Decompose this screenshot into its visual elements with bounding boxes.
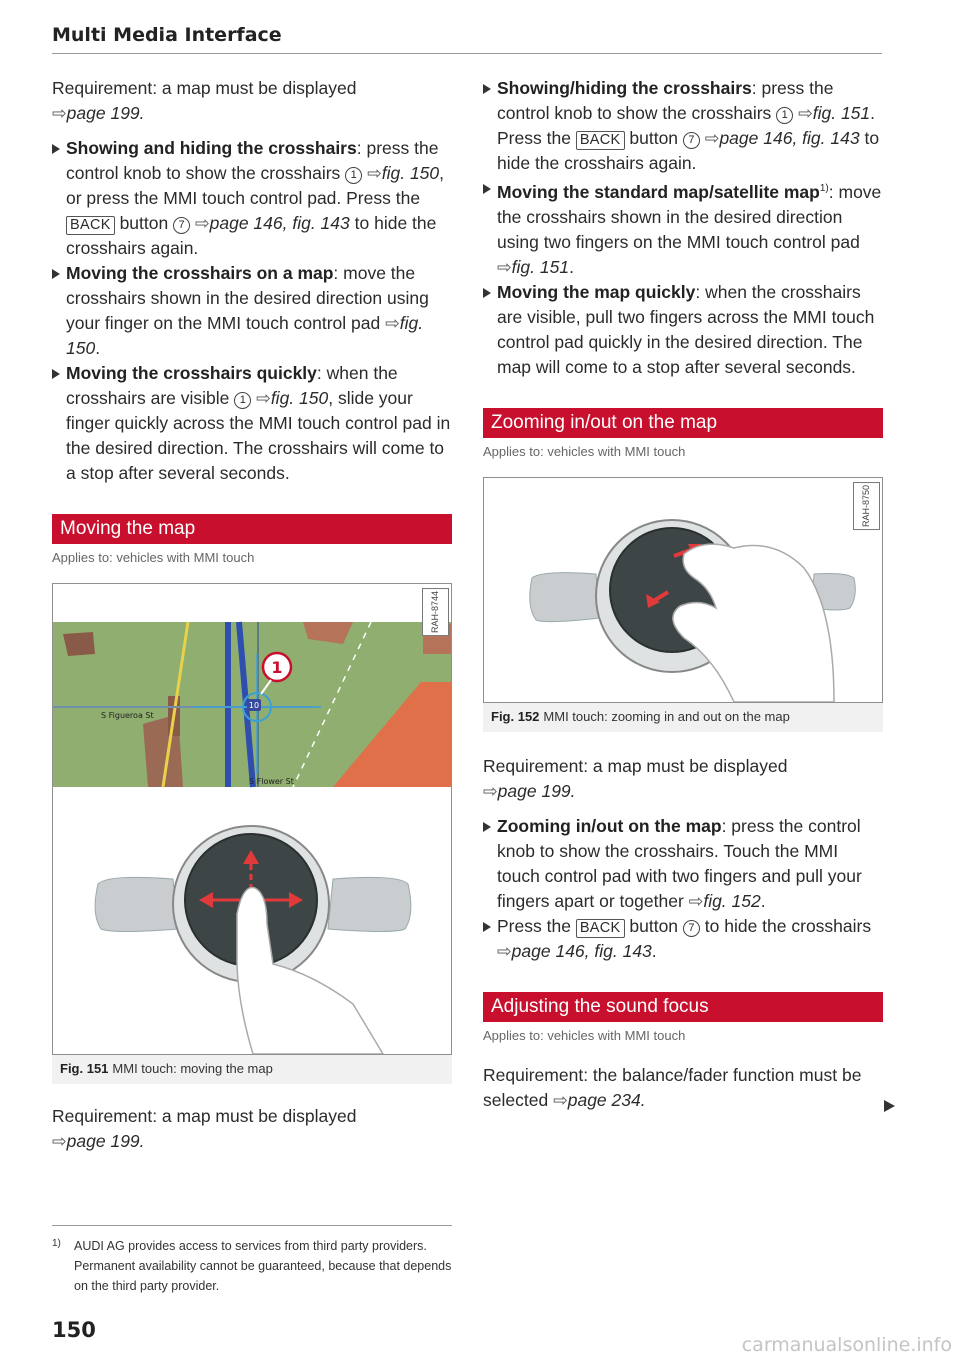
step-text: : move the crosshairs shown in the desired direction using your finger on the MMI touch control pad — [66, 263, 429, 333]
requirement-paragraph — [52, 76, 452, 126]
zoom-touchpad-illustration — [484, 478, 882, 702]
left-column — [52, 76, 452, 1154]
step-title: Moving the standard map/satellite map — [497, 181, 820, 202]
callout-number: 1 — [234, 392, 251, 409]
map-touchpad-illustration — [53, 584, 451, 1054]
step-text: : move the crosshairs shown in the desired direction using two fingers on the MMI touch control pad — [497, 181, 882, 252]
reference-arrow-icon: ⇨ — [553, 1089, 568, 1110]
step-moving-crosshairs — [52, 261, 452, 361]
step-text: , slide your finger quickly across the MMI touch control pad in the desired direction. The crosshairs will come to a stop after several seconds. — [66, 388, 451, 483]
step-title: Moving the crosshairs on a map — [66, 263, 334, 283]
page-link[interactable]: page 146, fig. 143 — [209, 213, 350, 233]
reference-arrow-icon: ⇨ — [385, 313, 400, 333]
header-rule — [52, 53, 882, 54]
street-label: S Flower St — [249, 777, 294, 786]
section-heading-sound-focus: Adjusting the sound focus — [483, 992, 883, 1022]
step-showing-hiding-crosshairs — [52, 136, 452, 261]
figure-caption-text: MMI touch: zooming in and out on the map — [543, 708, 790, 724]
step-moving-crosshairs-quickly — [52, 361, 452, 486]
step-text: button — [629, 128, 679, 148]
watermark: carmanualsonline.info — [741, 1334, 952, 1356]
step-text: : when the crosshairs are visible, pull two fingers across the MMI touch control pad quickly in the desired direction. The map will come to a stop after several seconds. — [497, 281, 875, 377]
page-link[interactable]: page 199. — [66, 1131, 145, 1151]
figure-link[interactable]: fig. 152 — [703, 890, 761, 911]
figure-code: RAH-8750 — [853, 482, 880, 530]
step-zooming — [483, 814, 883, 914]
street-label: S Figueroa St — [101, 711, 154, 720]
figure-caption — [483, 703, 883, 732]
reference-arrow-icon: ⇨ — [483, 780, 498, 801]
page-number: 150 — [52, 1318, 96, 1342]
reference-arrow-icon: ⇨ — [367, 163, 382, 183]
requirement-paragraph — [483, 1063, 883, 1113]
section-heading-moving-map: Moving the map — [52, 514, 452, 544]
reference-arrow-icon: ⇨ — [688, 890, 704, 911]
requirement-text: Requirement: a map must be displayed — [52, 78, 357, 98]
step-text: button — [629, 915, 679, 936]
callout-number: 1 — [776, 107, 793, 124]
step-text: : press the control knob to show the crosshairs. Touch the MMI touch control pad with two fingers and pull your fingers apart or together — [497, 815, 862, 911]
reference-arrow-icon: ⇨ — [194, 213, 210, 233]
right-column — [483, 76, 883, 1113]
reference-arrow-icon: ⇨ — [497, 256, 512, 277]
control-trim-left — [530, 572, 600, 621]
page-link[interactable]: page 234. — [567, 1089, 646, 1110]
step-text: : press the control knob to show the crosshairs — [497, 78, 834, 123]
reference-arrow-icon: ⇨ — [497, 940, 512, 961]
page-link[interactable]: page 146, fig. 143 — [511, 940, 652, 961]
callout-number: 7 — [173, 217, 190, 234]
figure-link[interactable]: fig. 150 — [270, 388, 329, 408]
figure-link[interactable]: fig. 150 — [381, 163, 440, 183]
requirement-text: Requirement: the balance/fader function must be selected — [483, 1064, 862, 1110]
page-link[interactable]: page 199. — [497, 780, 576, 801]
figure-152 — [483, 477, 883, 732]
step-text: , or press the MMI touch control pad. Press the — [66, 163, 445, 208]
figure-caption-text: MMI touch: moving the map — [112, 1061, 273, 1076]
callout-number: 1 — [345, 167, 362, 184]
step-text: . — [95, 338, 101, 358]
step-moving-map-quickly — [483, 280, 883, 380]
step-text: Press the — [497, 915, 571, 936]
step-text: button — [119, 213, 169, 233]
control-trim-right — [328, 877, 411, 931]
requirement-paragraph — [52, 1104, 452, 1154]
step-text: to hide the crosshairs again. — [497, 128, 880, 173]
step-text: . Press the — [497, 103, 876, 148]
step-press-back — [483, 914, 883, 964]
page-header-title: Multi Media Interface — [52, 24, 282, 46]
back-key-label: BACK — [576, 131, 625, 150]
reference-arrow-icon: ⇨ — [704, 128, 720, 148]
step-text: . — [760, 890, 766, 911]
continue-arrow-icon — [884, 1100, 895, 1112]
figure-label: Fig. 151 — [60, 1061, 109, 1076]
figure-151 — [52, 583, 452, 1084]
reference-arrow-icon: ⇨ — [52, 103, 67, 123]
back-key-label: BACK — [66, 216, 115, 235]
footnote-text: AUDI AG provides access to services from third party providers. Permanent availability cannot be guaranteed, because that depends on the third party provider. — [74, 1239, 452, 1293]
applies-to-note: Applies to: vehicles with MMI touch — [52, 550, 255, 565]
requirement-text: Requirement: a map must be displayed — [52, 1106, 357, 1126]
section-heading-zooming: Zooming in/out on the map — [483, 408, 883, 438]
figure-link[interactable]: fig. 151 — [511, 256, 570, 277]
control-trim-left — [95, 877, 178, 931]
reference-arrow-icon: ⇨ — [52, 1131, 67, 1151]
footnote — [52, 1236, 452, 1296]
footnote-rule — [52, 1225, 452, 1226]
step-text: to hide the crosshairs — [704, 915, 872, 936]
figure-caption — [52, 1055, 452, 1084]
figure-label: Fig. 152 — [491, 708, 540, 724]
footnote-mark: 1) — [52, 1238, 61, 1249]
reference-arrow-icon: ⇨ — [256, 388, 271, 408]
requirement-text: Requirement: a map must be displayed — [483, 755, 788, 776]
step-text: : press the control knob to show the crosshairs — [66, 138, 439, 183]
back-key-label: BACK — [576, 919, 625, 938]
figure-link[interactable]: fig. 150 — [66, 313, 424, 358]
callout-number: 1 — [271, 658, 283, 677]
step-text: to hide the crosshairs again. — [66, 213, 437, 258]
callout-number: 7 — [683, 920, 700, 937]
interstate-shield-label: 10 — [248, 701, 260, 710]
figure-151-image — [52, 583, 452, 1055]
step-text: . — [651, 940, 657, 961]
applies-to-note: Applies to: vehicles with MMI touch — [483, 1027, 686, 1043]
callout-number: 7 — [683, 132, 700, 149]
page-link[interactable]: page 146, fig. 143 — [719, 128, 860, 148]
figure-152-image — [483, 477, 883, 703]
step-title: Zooming in/out on the map — [497, 815, 722, 836]
figure-link[interactable]: fig. 151 — [812, 103, 871, 123]
footnote-marker: 1) — [819, 183, 829, 194]
requirement-paragraph — [483, 754, 883, 804]
reference-arrow-icon: ⇨ — [798, 103, 813, 123]
step-text: : when the crosshairs are visible — [66, 363, 398, 408]
step-moving-standard-map — [483, 176, 883, 280]
step-text: . — [569, 256, 574, 277]
step-title: Showing and hiding the crosshairs — [66, 138, 357, 158]
step-title: Moving the map quickly — [497, 281, 696, 302]
figure-code: RAH-8744 — [422, 588, 449, 636]
page-link[interactable]: page 199. — [66, 103, 145, 123]
step-title: Moving the crosshairs quickly — [66, 363, 317, 383]
step-title: Showing/hiding the crosshairs — [497, 78, 752, 98]
applies-to-note: Applies to: vehicles with MMI touch — [483, 443, 686, 459]
step-showing-hiding-crosshairs — [483, 76, 883, 176]
